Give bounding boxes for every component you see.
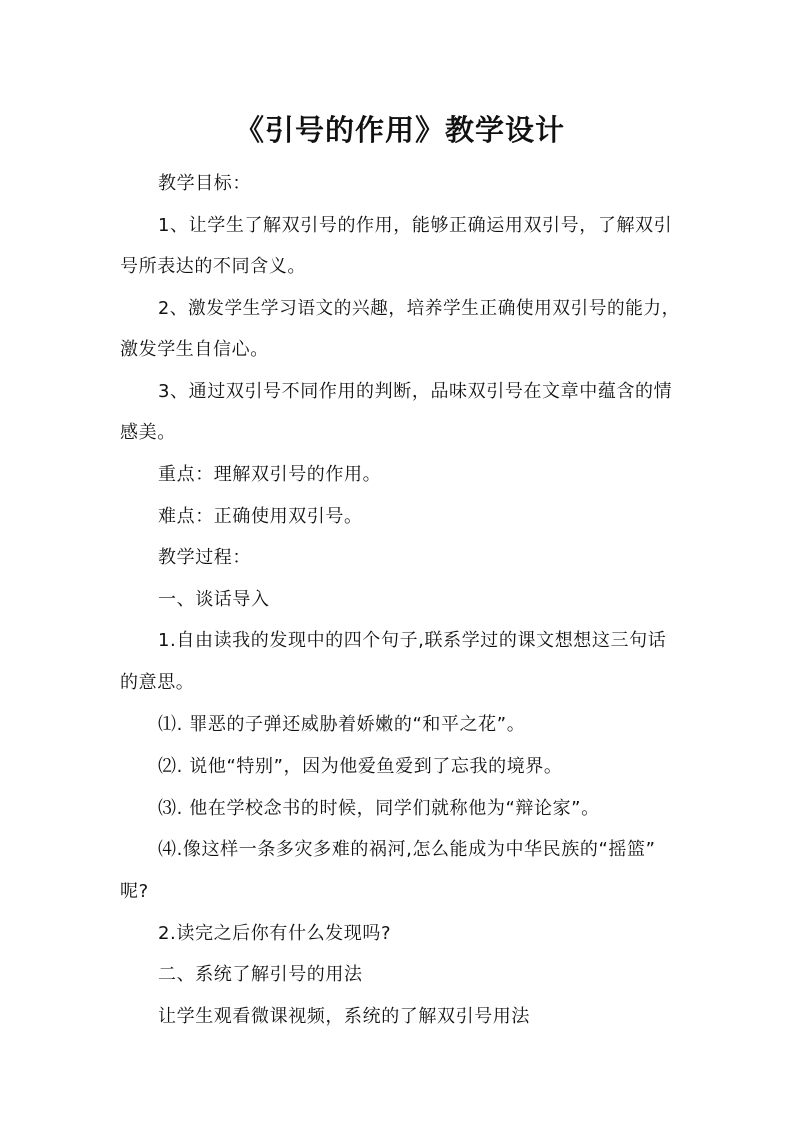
paragraph-line: 2、激发学生学习语文的兴趣，培养学生正确使用双引号的能力， — [158, 298, 680, 319]
paragraph-line: 1、让学生了解双引号的作用，能够正确运用双引号，了解双引 — [158, 215, 673, 236]
paragraph-line: 感美。 — [120, 422, 176, 443]
paragraph-line: 3、通过双引号不同作用的判断，品味双引号在文章中蕴含的情 — [158, 381, 673, 402]
paragraph-line: 的意思。 — [120, 672, 195, 693]
paragraph-line: 难点：正确使用双引号。 — [158, 506, 363, 527]
document-title: 《引号的作用》教学设计 — [234, 113, 565, 147]
paragraph-line: 呢? — [120, 881, 149, 902]
paragraph-line: 重点：理解双引号的作用。 — [158, 464, 382, 485]
paragraph-line: 2.读完之后你有什么发现吗? — [158, 923, 392, 944]
paragraph-line: 号所表达的不同含义。 — [120, 256, 306, 277]
paragraph-line: 一、谈话导入 — [158, 589, 270, 610]
paragraph-line: 让学生观看微课视频，系统的了解双引号用法 — [158, 1006, 530, 1027]
paragraph-line: ⑶. 他在学校念书的时候，同学们就称他为“辩论家”。 — [158, 798, 600, 819]
paragraph-line: 教学过程： — [158, 547, 251, 568]
paragraph-line: ⑵. 说他“特别”，因为他爱鱼爱到了忘我的境界。 — [158, 756, 563, 777]
paragraph-line: ⑴. 罪恶的子弹还威胁着娇嫩的“和平之花”。 — [158, 714, 526, 735]
paragraph-line: 1.自由读我的发现中的四个句子,联系学过的课文想想这三句话 — [158, 630, 667, 651]
paragraph-line: 激发学生自信心。 — [120, 339, 269, 360]
paragraph-line: ⑷.像这样一条多灾多难的祸河,怎么能成为中华民族的“摇篮” — [158, 839, 656, 860]
paragraph-line: 教学目标： — [158, 173, 251, 194]
paragraph-line: 二、系统了解引号的用法 — [158, 964, 363, 985]
